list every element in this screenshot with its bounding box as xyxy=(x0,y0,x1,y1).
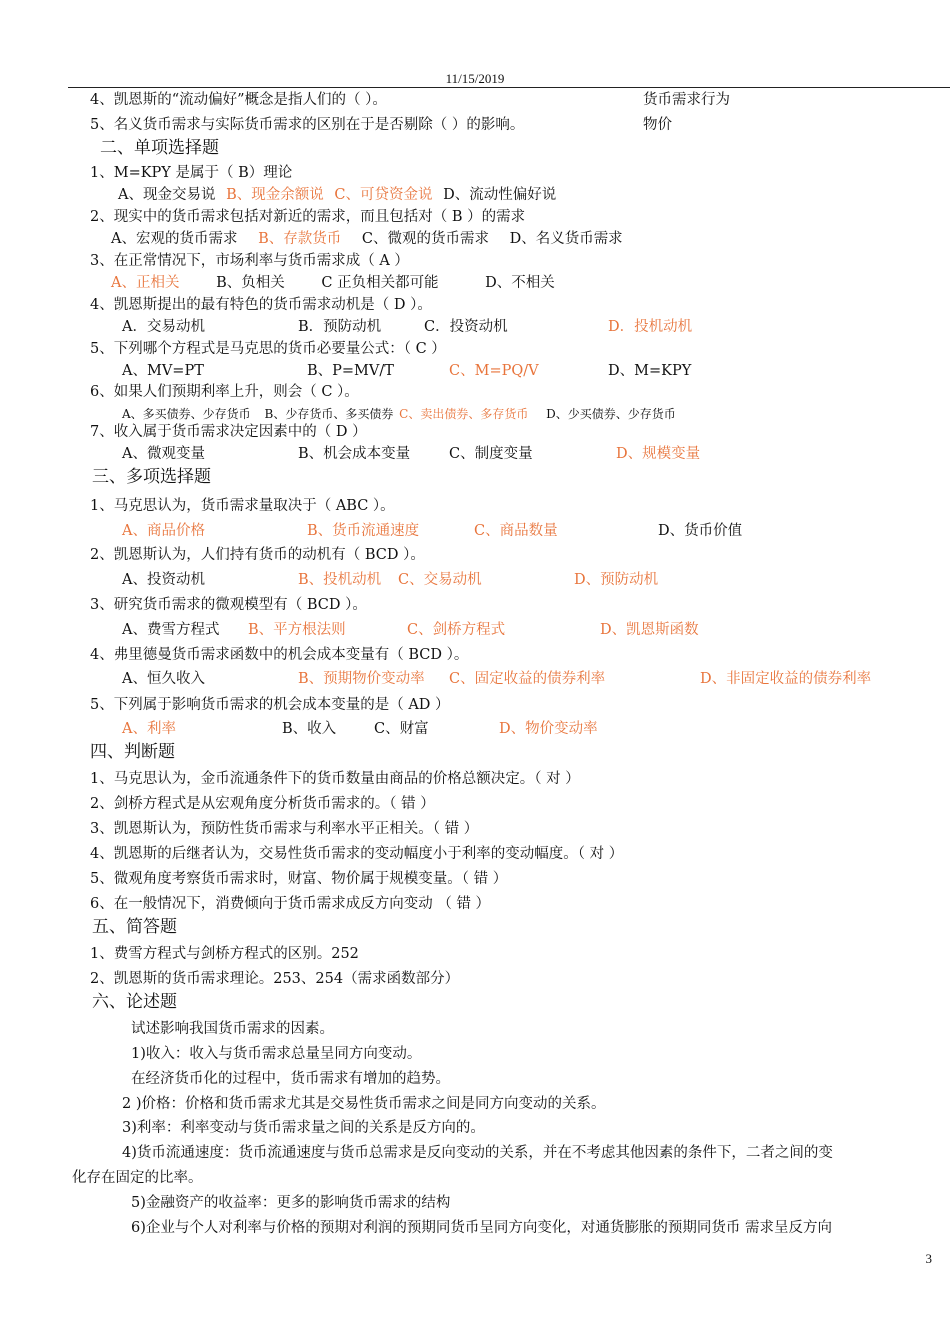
fill-blank-q5-answer: 物价 xyxy=(643,117,672,133)
multi-q5-option-b: B、收入 xyxy=(282,721,337,737)
fill-blank-q4: 4、凯恩斯的“流动偏好”概念是指人们的（ ）。 xyxy=(90,92,387,108)
multi-q5-option-a-answer: A、利率 xyxy=(122,721,176,737)
option: D、不相关 xyxy=(485,275,555,291)
multi-q3-option-a: A、费雪方程式 xyxy=(122,622,220,638)
single-q2-options xyxy=(111,230,623,248)
single-q7-option-d-answer: D、规模变量 xyxy=(616,446,701,462)
option-answer: A、正相关 xyxy=(111,275,180,291)
option: C、可贷资金说 xyxy=(334,187,433,203)
essay-line-3: 在经济货币化的过程中，货币需求有增加的趋势。 xyxy=(131,1071,450,1087)
multi-q3-option-d-answer: D、凯恩斯函数 xyxy=(600,622,699,638)
multi-q3-option-b-answer: B、平方根法则 xyxy=(248,622,346,638)
multi-q5-option-d-answer: D、物价变动率 xyxy=(499,721,598,737)
multi-q2-stem: 2、凯恩斯认为，人们持有货币的动机有（ BCD ）。 xyxy=(90,547,425,563)
option: C、微观的货币需求 xyxy=(361,231,489,247)
single-q1-options xyxy=(118,186,556,204)
single-q7-option-b: B、机会成本变量 xyxy=(298,446,411,462)
essay-line-9: 6)企业与个人对利率与价格的预期对利润的预期同货币呈同方向变化，对通货膨胀的预期同货币 需求呈反方向 xyxy=(131,1220,832,1236)
multi-q1-stem: 1、马克思认为，货币需求量取决于（ ABC ）。 xyxy=(90,498,395,514)
single-q5-option-b: B、P=MV/T xyxy=(307,363,394,379)
judgment-item-3: 3、凯恩斯认为，预防性货币需求与利率水平正相关。（ 错 ） xyxy=(90,821,479,837)
section-heading-short: 五、简答题 xyxy=(92,917,177,937)
option: B、少存货币、多买债券 xyxy=(264,407,394,421)
multi-q3-option-c-answer: C、剑桥方程式 xyxy=(407,622,506,638)
multi-q1-option-b-answer: B、货币流通速度 xyxy=(307,523,420,539)
multi-q2-option-a: A、投资动机 xyxy=(122,572,205,588)
single-q5-option-a: A、MV=PT xyxy=(122,363,204,379)
single-q4-option-b: B．预防动机 xyxy=(298,319,382,335)
multi-q4-option-c-answer: C、固定收益的债券利率 xyxy=(449,671,606,687)
single-q1-stem: 1、M=KPY 是属于（ B）理论 xyxy=(90,165,293,181)
single-q4-stem: 4、凯恩斯提出的最有特色的货币需求动机是（ D ）。 xyxy=(90,297,432,313)
multi-q1-option-d: D、货币价值 xyxy=(658,523,743,539)
single-q7-stem: 7、收入属于货币需求决定因素中的（ D ） xyxy=(90,424,367,440)
judgment-item-5: 5、微观角度考察货币需求时，财富、物价属于规模变量。（ 错 ） xyxy=(90,871,508,887)
multi-q1-option-a-answer: A、商品价格 xyxy=(122,523,205,539)
essay-line-8: 5)金融资产的收益率：更多的影响货币需求的结构 xyxy=(131,1195,451,1211)
option: C 正负相关都可能 xyxy=(321,275,439,291)
short-answer-item-1: 1、费雪方程式与剑桥方程式的区别。252 xyxy=(90,946,359,962)
section-heading-judgment: 四、判断题 xyxy=(90,742,175,762)
option-answer: B、存款货币 xyxy=(258,231,342,247)
single-q6-options xyxy=(122,405,676,423)
essay-line-2: 1)收入：收入与货币需求总量呈同方向变动。 xyxy=(131,1046,422,1062)
multi-q3-stem: 3、研究货币需求的微观模型有（ BCD ）。 xyxy=(90,597,367,613)
multi-q5-stem: 5、下列属于影响货币需求的机会成本变量的是（ AD ） xyxy=(90,697,450,713)
option: B、负相关 xyxy=(216,275,285,291)
essay-line-6: 4)货币流通速度：货币流通速度与货币总需求是反向变动的关系，并在不考虑其他因素的条件下，二者之间的变 xyxy=(122,1145,833,1161)
multi-q5-option-c: C、财富 xyxy=(374,721,429,737)
option: A、现金交易说 xyxy=(118,187,216,203)
single-q5-option-d: D、M=KPY xyxy=(608,363,692,379)
option: D、名义货币需求 xyxy=(509,231,623,247)
judgment-item-6: 6、在一般情况下，消费倾向于货币需求成反方向变动 （ 错 ） xyxy=(90,896,491,912)
essay-line-5: 3)利率：利率变动与货币需求量之间的关系是反方向的。 xyxy=(122,1120,485,1136)
option: A、宏观的货币需求 xyxy=(111,231,238,247)
single-q3-stem: 3、在正常情况下，市场利率与货币需求成（ A ） xyxy=(90,253,409,269)
single-q4-option-a: A．交易动机 xyxy=(122,319,205,335)
option-answer: B、现金余额说 xyxy=(226,187,324,203)
single-q6-stem: 6、如果人们预期利率上升，则会（ C ）。 xyxy=(90,384,359,400)
judgment-item-2: 2、剑桥方程式是从宏观角度分析货币需求的。（ 错 ） xyxy=(90,796,435,812)
single-q4-option-c: C．投资动机 xyxy=(424,319,508,335)
multi-q4-stem: 4、弗里德曼货币需求函数中的机会成本变量有（ BCD ）。 xyxy=(90,647,469,663)
header-rule xyxy=(68,87,950,88)
multi-q4-option-d-answer: D、非固定收益的债券利率 xyxy=(700,671,872,687)
multi-q1-option-c-answer: C、商品数量 xyxy=(474,523,558,539)
single-q3-options xyxy=(111,274,555,292)
option: D、少买债券、少存货币 xyxy=(546,407,676,421)
multi-q4-option-a: A、恒久收入 xyxy=(122,671,205,687)
section-heading-multi: 三、多项选择题 xyxy=(92,467,211,487)
option: D、流动性偏好说 xyxy=(443,187,557,203)
essay-line-7: 化存在固定的比率。 xyxy=(72,1170,203,1186)
single-q2-stem: 2、现实中的货币需求包括对新近的需求，而且包括对（ B ）的需求 xyxy=(90,209,526,225)
single-q5-stem: 5、下列哪个方程式是马克思的货币必要量公式：（ C ） xyxy=(90,341,446,357)
single-q5-option-c-answer: C、M=PQ/V xyxy=(449,363,539,379)
multi-q2-option-c-answer: C、交易动机 xyxy=(398,572,482,588)
option-answer: C、卖出债券、多存货币 xyxy=(399,407,529,421)
fill-blank-q5: 5、名义货币需求与实际货币需求的区别在于是否剔除（ ）的影响。 xyxy=(90,117,525,133)
judgment-item-4: 4、凯恩斯的后继者认为，交易性货币需求的变动幅度小于利率的变动幅度。（ 对 ） xyxy=(90,846,624,862)
page-number: 3 xyxy=(925,1251,932,1266)
section-heading-single: 二、单项选择题 xyxy=(100,138,219,158)
single-q7-option-a: A、微观变量 xyxy=(122,446,205,462)
single-q7-option-c: C、制度变量 xyxy=(449,446,533,462)
single-q4-option-d-answer: D．投机动机 xyxy=(608,319,693,335)
essay-line-4: 2 )价格：价格和货币需求尤其是交易性货币需求之间是同方向变动的关系。 xyxy=(122,1096,606,1112)
judgment-item-1: 1、马克思认为，金币流通条件下的货币数量由商品的价格总额决定。（ 对 ） xyxy=(90,771,580,787)
option: A、多买债券、少存货币 xyxy=(122,407,251,421)
essay-line-1: 试述影响我国货币需求的因素。 xyxy=(131,1021,334,1037)
short-answer-item-2: 2、凯恩斯的货币需求理论。253、254（需求函数部分） xyxy=(90,971,460,987)
multi-q4-option-b-answer: B、预期物价变动率 xyxy=(298,671,425,687)
fill-blank-q4-answer: 货币需求行为 xyxy=(643,92,730,108)
multi-q2-option-d-answer: D、预防动机 xyxy=(574,572,659,588)
multi-q2-option-b-answer: B、投机动机 xyxy=(298,572,382,588)
header-date: 11/15/2019 xyxy=(445,71,505,86)
section-heading-essay: 六、论述题 xyxy=(92,992,177,1012)
